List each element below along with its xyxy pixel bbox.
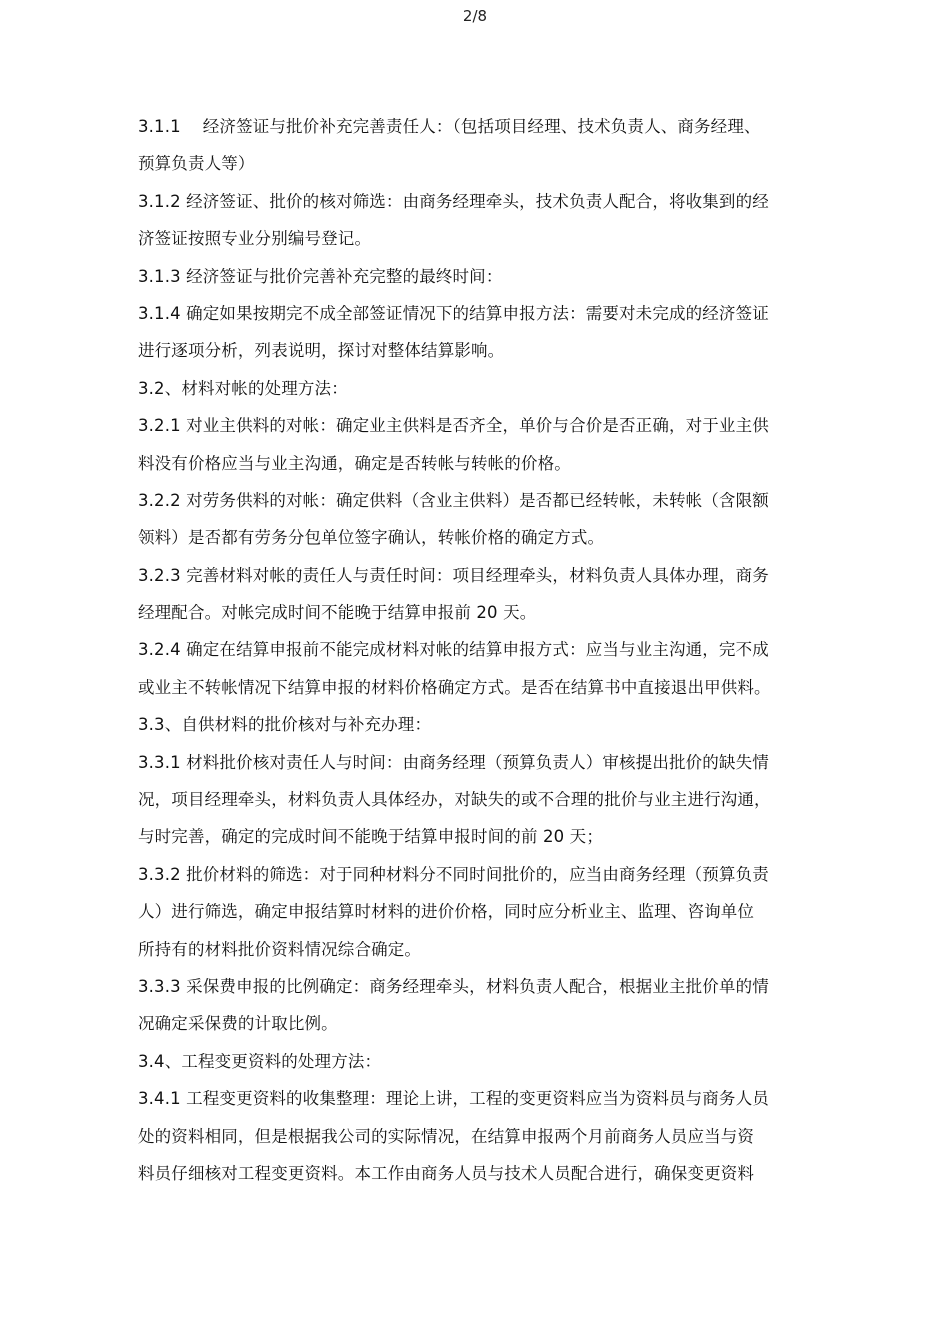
text-line: 3.4.1 工程变更资料的收集整理：理论上讲，工程的变更资料应当为资料员与商务人员	[138, 1089, 769, 1109]
text-line: 3.1.4 确定如果按期完不成全部签证情况下的结算申报方法：需要对未完成的经济签证	[138, 303, 769, 323]
text-line: 3.1.3 经济签证与批价完善补充完整的最终时间：	[138, 266, 503, 286]
text-line: 3.3.3 采保费申报的比例确定：商务经理牵头，材料负责人配合，根据业主批价单的情	[138, 976, 769, 996]
text-line: 或业主不转帐情况下结算申报的材料价格确定方式。是否在结算书中直接退出甲供料。	[138, 677, 771, 697]
text-line: 况确定采保费的计取比例。	[138, 1014, 338, 1034]
text-line: 处的资料相同，但是根据我公司的实际情况，在结算申报两个月前商务人员应当与资	[138, 1126, 755, 1146]
section-heading: 3.4、工程变更资料的处理方法：	[138, 1051, 382, 1071]
text-line: 济签证按照专业分别编号登记。	[138, 229, 372, 249]
text-line: 料没有价格应当与业主沟通，确定是否转帐与转帐的价格。	[138, 453, 571, 473]
text-line: 3.1.2 经济签证、批价的核对筛选：由商务经理牵头，技术负责人配合，将收集到的经	[138, 191, 769, 211]
text-line: 所持有的材料批价资料情况综合确定。	[138, 939, 422, 959]
text-line: 3.1.1 经济签证与批价补充完善责任人：（包括项目经理、技术负责人、商务经理、	[138, 117, 761, 136]
text-line: 3.3.2 批价材料的筛选：对于同种材料分不同时间批价的，应当由商务经理（预算负责	[138, 864, 769, 884]
page-number: 2/8	[462, 7, 488, 25]
text-line: 3.2.4 确定在结算申报前不能完成材料对帐的结算申报方式：应当与业主沟通，完不成	[138, 640, 769, 660]
text-line: 预算负责人等）	[138, 154, 255, 174]
text-line: 3.2.3 完善材料对帐的责任人与责任时间：项目经理牵头，材料负责人具体办理，商务	[138, 565, 769, 585]
text-line: 与时完善，确定的完成时间不能晚于结算申报时间的前 20 天；	[138, 827, 603, 847]
text-line: 3.2.1 对业主供料的对帐：确定业主供料是否齐全，单价与合价是否正确，对于业主供	[138, 416, 769, 436]
text-line: 进行逐项分析，列表说明，探讨对整体结算影响。	[138, 341, 505, 361]
text-line: 人）进行筛选，确定申报结算时材料的进价价格，同时应分析业主、监理、咨询单位	[138, 902, 755, 922]
text-line: 况，项目经理牵头，材料负责人具体经办，对缺失的或不合理的批价与业主进行沟通，	[138, 790, 771, 810]
text-line: 3.3.1 材料批价核对责任人与时间：由商务经理（预算负责人）审核提出批价的缺失情	[138, 752, 769, 772]
document-body	[138, 108, 828, 1192]
text-line: 经理配合。对帐完成时间不能晚于结算申报前 20 天。	[138, 603, 537, 623]
section-heading: 3.2、材料对帐的处理方法：	[138, 378, 348, 398]
text-line: 3.2.2 对劳务供料的对帐：确定供料（含业主供料）是否都已经转帐，未转帐（含限额	[138, 490, 769, 510]
text-line: 料员仔细核对工程变更资料。本工作由商务人员与技术人员配合进行，确保变更资料	[138, 1163, 755, 1183]
section-heading: 3.3、自供材料的批价核对与补充办理：	[138, 715, 432, 735]
text-line: 领料）是否都有劳务分包单位签字确认，转帐价格的确定方式。	[138, 528, 605, 548]
